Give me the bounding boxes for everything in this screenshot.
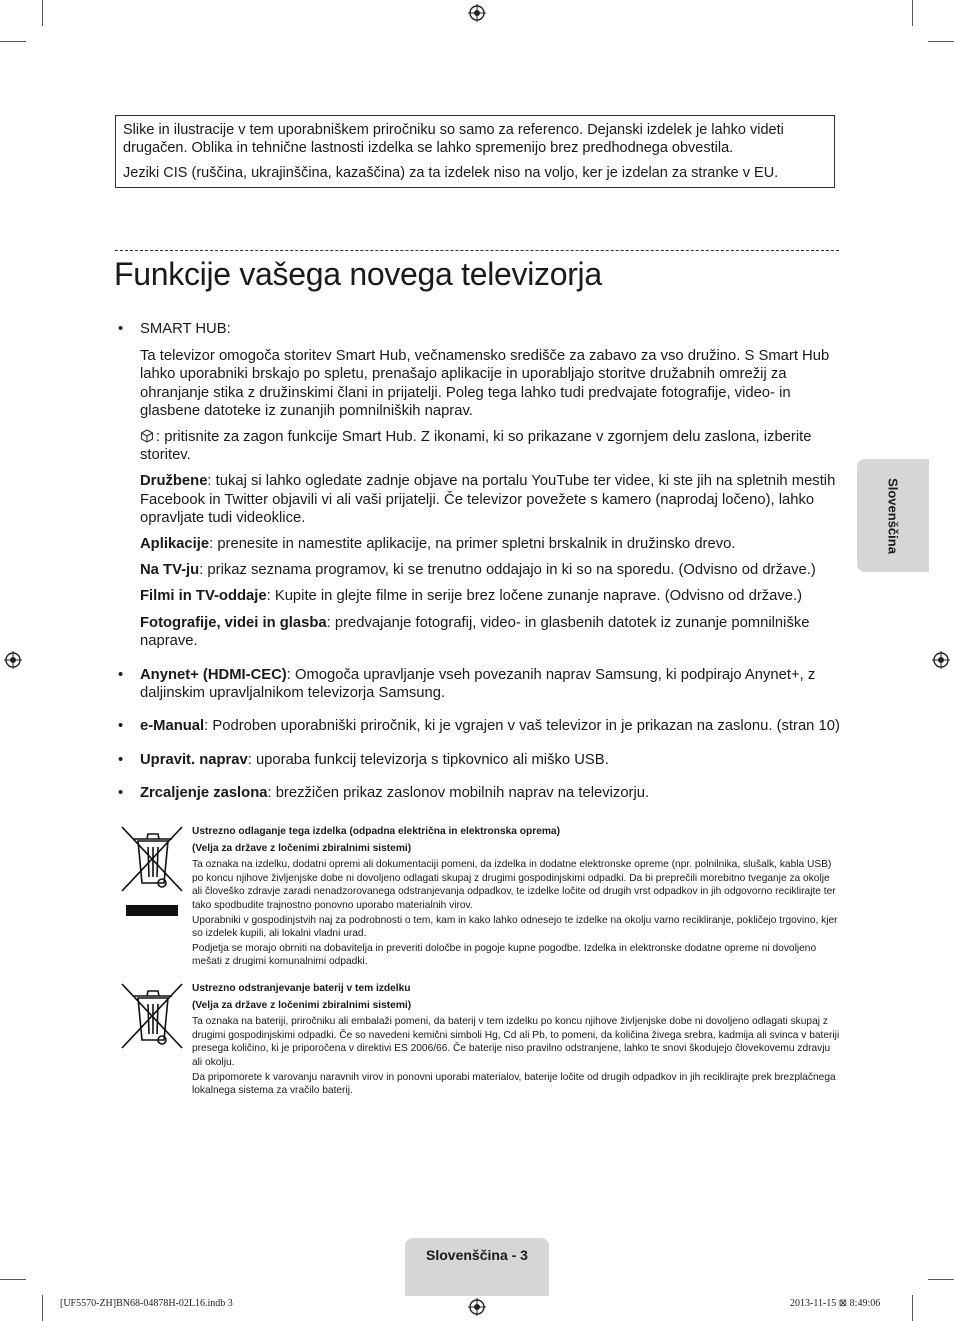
list-item-anynet <box>116 666 840 702</box>
feature-text: : uporaba funkcij televizorja s tipkovnico ali miško USB. <box>247 751 609 768</box>
weee-paragraph: Ta oznaka na izdelku, dodatni opremi ali dokumentaciji pomeni, da izdelka in dodatne elektronske opreme (npr. polnilnika, slušalk, kabla USB) po koncu njihove življenjske dobe ni dovoljeno odlagati skupaj z drugimi gospodinjskimi odpadki. Da bi preprečili morebitno tveganje za okolje ali človeško zdravje zaradi nenadzorovanega odstranjevanja odpadkov, te izdelke ločite od drugih vrst odpadkov in jih odgovorno reciklirajte ter tako spodbudite trajnostno ponovno uporabo materialnih virov. <box>192 859 836 911</box>
smart-hub-item <box>140 587 840 605</box>
crop-mark <box>42 0 43 26</box>
weee-battery-notice <box>116 982 840 1099</box>
bullet-dot: • <box>118 784 124 801</box>
language-tab-label: Slovenščina <box>885 477 901 554</box>
print-footer-right: 2013-11-15 ⊠ 8:49:06 <box>790 1298 881 1309</box>
disclaimer-text: Slike in ilustracije v tem uporabniškem priročniku so samo za referenco. Dejanski izdelek je lahko videti drugačen. Oblika in tehnične lastnosti izdelka se lahko spremenijo brez predhodnega obvestila. <box>123 122 784 156</box>
feature-text: : Omogoča upravljanje vseh povezanih naprav Samsung, ki podpirajo Anynet+, z daljinskim upravljalnikom televizorja Samsung. <box>140 667 816 702</box>
feature-colon: : <box>226 321 231 337</box>
smart-hub-item <box>140 561 840 579</box>
item-text: : predvajanje fotografij, video- in glasbenih datotek iz zunanje pomnilniške naprave. <box>140 614 810 649</box>
page-title: Funkcije vašega novega televizorja <box>114 256 602 292</box>
crop-mark <box>0 41 26 42</box>
crossed-out-wheelie-bin-icon <box>120 982 186 1052</box>
disclaimer-box <box>115 115 835 188</box>
item-text: : prenesite in namestite aplikacije, na primer spletni brskalnik in družinsko drevo. <box>209 536 736 553</box>
weee-paragraph: Uporabniki v gospodinjstvih naj za podrobnosti o tem, kam in kako lahko odnesejo te izdelke na okolju varno recikliranje, pokličejo trgovino, kjer so izdelek kupili, ali lokalni vladni urad. <box>192 914 838 940</box>
weee-paragraph: Podjetja se morajo obrniti na dobavitelja in preveriti določbe in pogoje kupne pogodbe. Izdelka in elektronske dodatne opreme ni dovoljeno mešati z drugimi komunalnimi odpadki. <box>192 942 817 968</box>
list-item-device-manager <box>116 751 840 769</box>
bullet-dot: • <box>118 751 124 768</box>
bullet-dot: • <box>118 718 124 735</box>
item-label: Na TV-ju <box>140 562 200 579</box>
weee-battery-text <box>192 982 840 1098</box>
smart-hub-item <box>140 535 840 553</box>
weee-subtitle: (Velja za države z ločenimi zbiralnimi sistemi) <box>192 999 412 1011</box>
crop-mark <box>912 0 913 26</box>
crop-mark <box>928 1279 954 1280</box>
feature-label: e-Manual <box>140 718 205 735</box>
crop-mark <box>42 1295 43 1321</box>
feature-label: Anynet+ (HDMI-CEC) <box>140 667 287 684</box>
weee-product-notice <box>116 825 840 970</box>
feature-description: Ta televizor omogoča storitev Smart Hub, večnamensko središče za zabavo za vso družino. S Smart Hub lahko uporabniki brskajo po spletu, prenašajo aplikacije in uporabljajo storitve družabnih omrežij za ohranjanje stika z družinskimi člani in prijatelji. Poleg tega lahko tudi predvajate fotografije, video- in glasbene datoteke iz zunanjih pomnilniških naprav. <box>140 348 830 419</box>
bullet-dot: • <box>118 321 124 337</box>
list-item-smart-hub <box>116 320 840 650</box>
feature-label: Zrcaljenje zaslona <box>140 784 268 801</box>
weee-paragraph: Ta oznaka na bateriji, priročniku ali embalaži pomeni, da baterij v tem izdelku po koncu njihove življenjske dobe ni dovoljeno odlagati skupaj z drugimi gospodinjskimi odpadki. Če so navedeni kemični simboli Hg, Cd ali Pb, to pomeni, da količina živega srebra, kadmija ali svinca v bateriji presega količino, ki je priporočena v direktivi ES 2006/66. Če baterije niso pravilno odstranjene, lahko te snovi škodujejo človekovemu zdravju ali okolju. <box>192 1016 840 1068</box>
print-footer-left: [UF5570-ZH]BN68-04878H-02L16.indb 3 <box>60 1298 233 1309</box>
item-label: Družbene <box>140 473 208 490</box>
list-item-screen-mirroring <box>116 784 840 802</box>
page-number: Slovenščina - 3 <box>405 1238 549 1296</box>
item-label: Filmi in TV-oddaje <box>140 588 267 605</box>
registration-mark-icon <box>468 1298 486 1316</box>
crop-mark <box>928 41 954 42</box>
smart-hub-instruction <box>140 428 840 464</box>
feature-label: Upravit. naprav <box>140 751 248 768</box>
registration-mark-icon <box>468 4 486 22</box>
item-label: Aplikacije <box>140 536 210 553</box>
weee-title: Ustrezno odlaganje tega izdelka (odpadna električna in elektronska oprema) <box>192 826 560 837</box>
bullet-dot: • <box>118 667 124 684</box>
registration-mark-icon <box>4 651 22 669</box>
smart-hub-icon <box>140 429 154 443</box>
feature-list <box>116 320 840 802</box>
weee-subtitle: (Velja za države z ločenimi zbiralnimi sistemi) <box>192 842 412 854</box>
item-text: : Kupite in glejte filme in serije brez ločene zunanje naprave. (Odvisno od države.) <box>266 588 803 605</box>
item-text: : prikaz seznama programov, ki se trenutno oddajajo in ki so na sporedu. (Odvisno od države.) <box>199 562 816 579</box>
crop-mark <box>0 1279 26 1280</box>
feature-label: SMART HUB <box>140 321 227 337</box>
weee-title: Ustrezno odstranjevanje baterij v tem izdelku <box>192 983 411 994</box>
registration-mark-icon <box>932 651 950 669</box>
item-text: : tukaj si lahko ogledate zadnje objave na portalu YouTube ter videe, ki ste jih na spletnih mestih Facebook in Twitter objavili vi ali vaši prijatelji. Če televizor povežete s kamero (naprodaj ločeno), lahko opravljate tudi videoklice. <box>140 473 836 526</box>
smart-hub-item <box>140 472 840 527</box>
weee-product-text <box>192 825 840 969</box>
item-label: Fotografije, videi in glasba <box>140 614 327 631</box>
smart-hub-item <box>140 614 840 650</box>
weee-paragraph: Da pripomorete k varovanju naravnih virov in ponovni uporabi materialov, baterije ločite od drugih odpadkov in jih reciklirajte prek brezplačnega lokalnega sistema za vračilo baterij. <box>192 1071 836 1097</box>
crossed-out-wheelie-bin-icon <box>120 825 186 917</box>
dashed-divider <box>115 250 839 251</box>
crop-mark <box>912 1295 913 1321</box>
instruction-text: : pritisnite za zagon funkcije Smart Hub. Z ikonami, ki so prikazane v zgornjem delu zaslona, izberite storitev. <box>140 429 812 464</box>
feature-text: : Podroben uporabniški priročnik, ki je vgrajen v vaš televizor in je prikazan na zaslonu. (stran 10) <box>204 718 840 735</box>
disclaimer-text: Jeziki CIS (ruščina, ukrajinščina, kazaščina) za ta izdelek niso na voljo, ker je izdelan za stranke v EU. <box>123 165 779 181</box>
list-item-emanual <box>116 717 840 735</box>
feature-text: : brezžičen prikaz zaslonov mobilnih naprav na televizorju. <box>267 784 650 801</box>
language-side-tab <box>857 459 929 572</box>
